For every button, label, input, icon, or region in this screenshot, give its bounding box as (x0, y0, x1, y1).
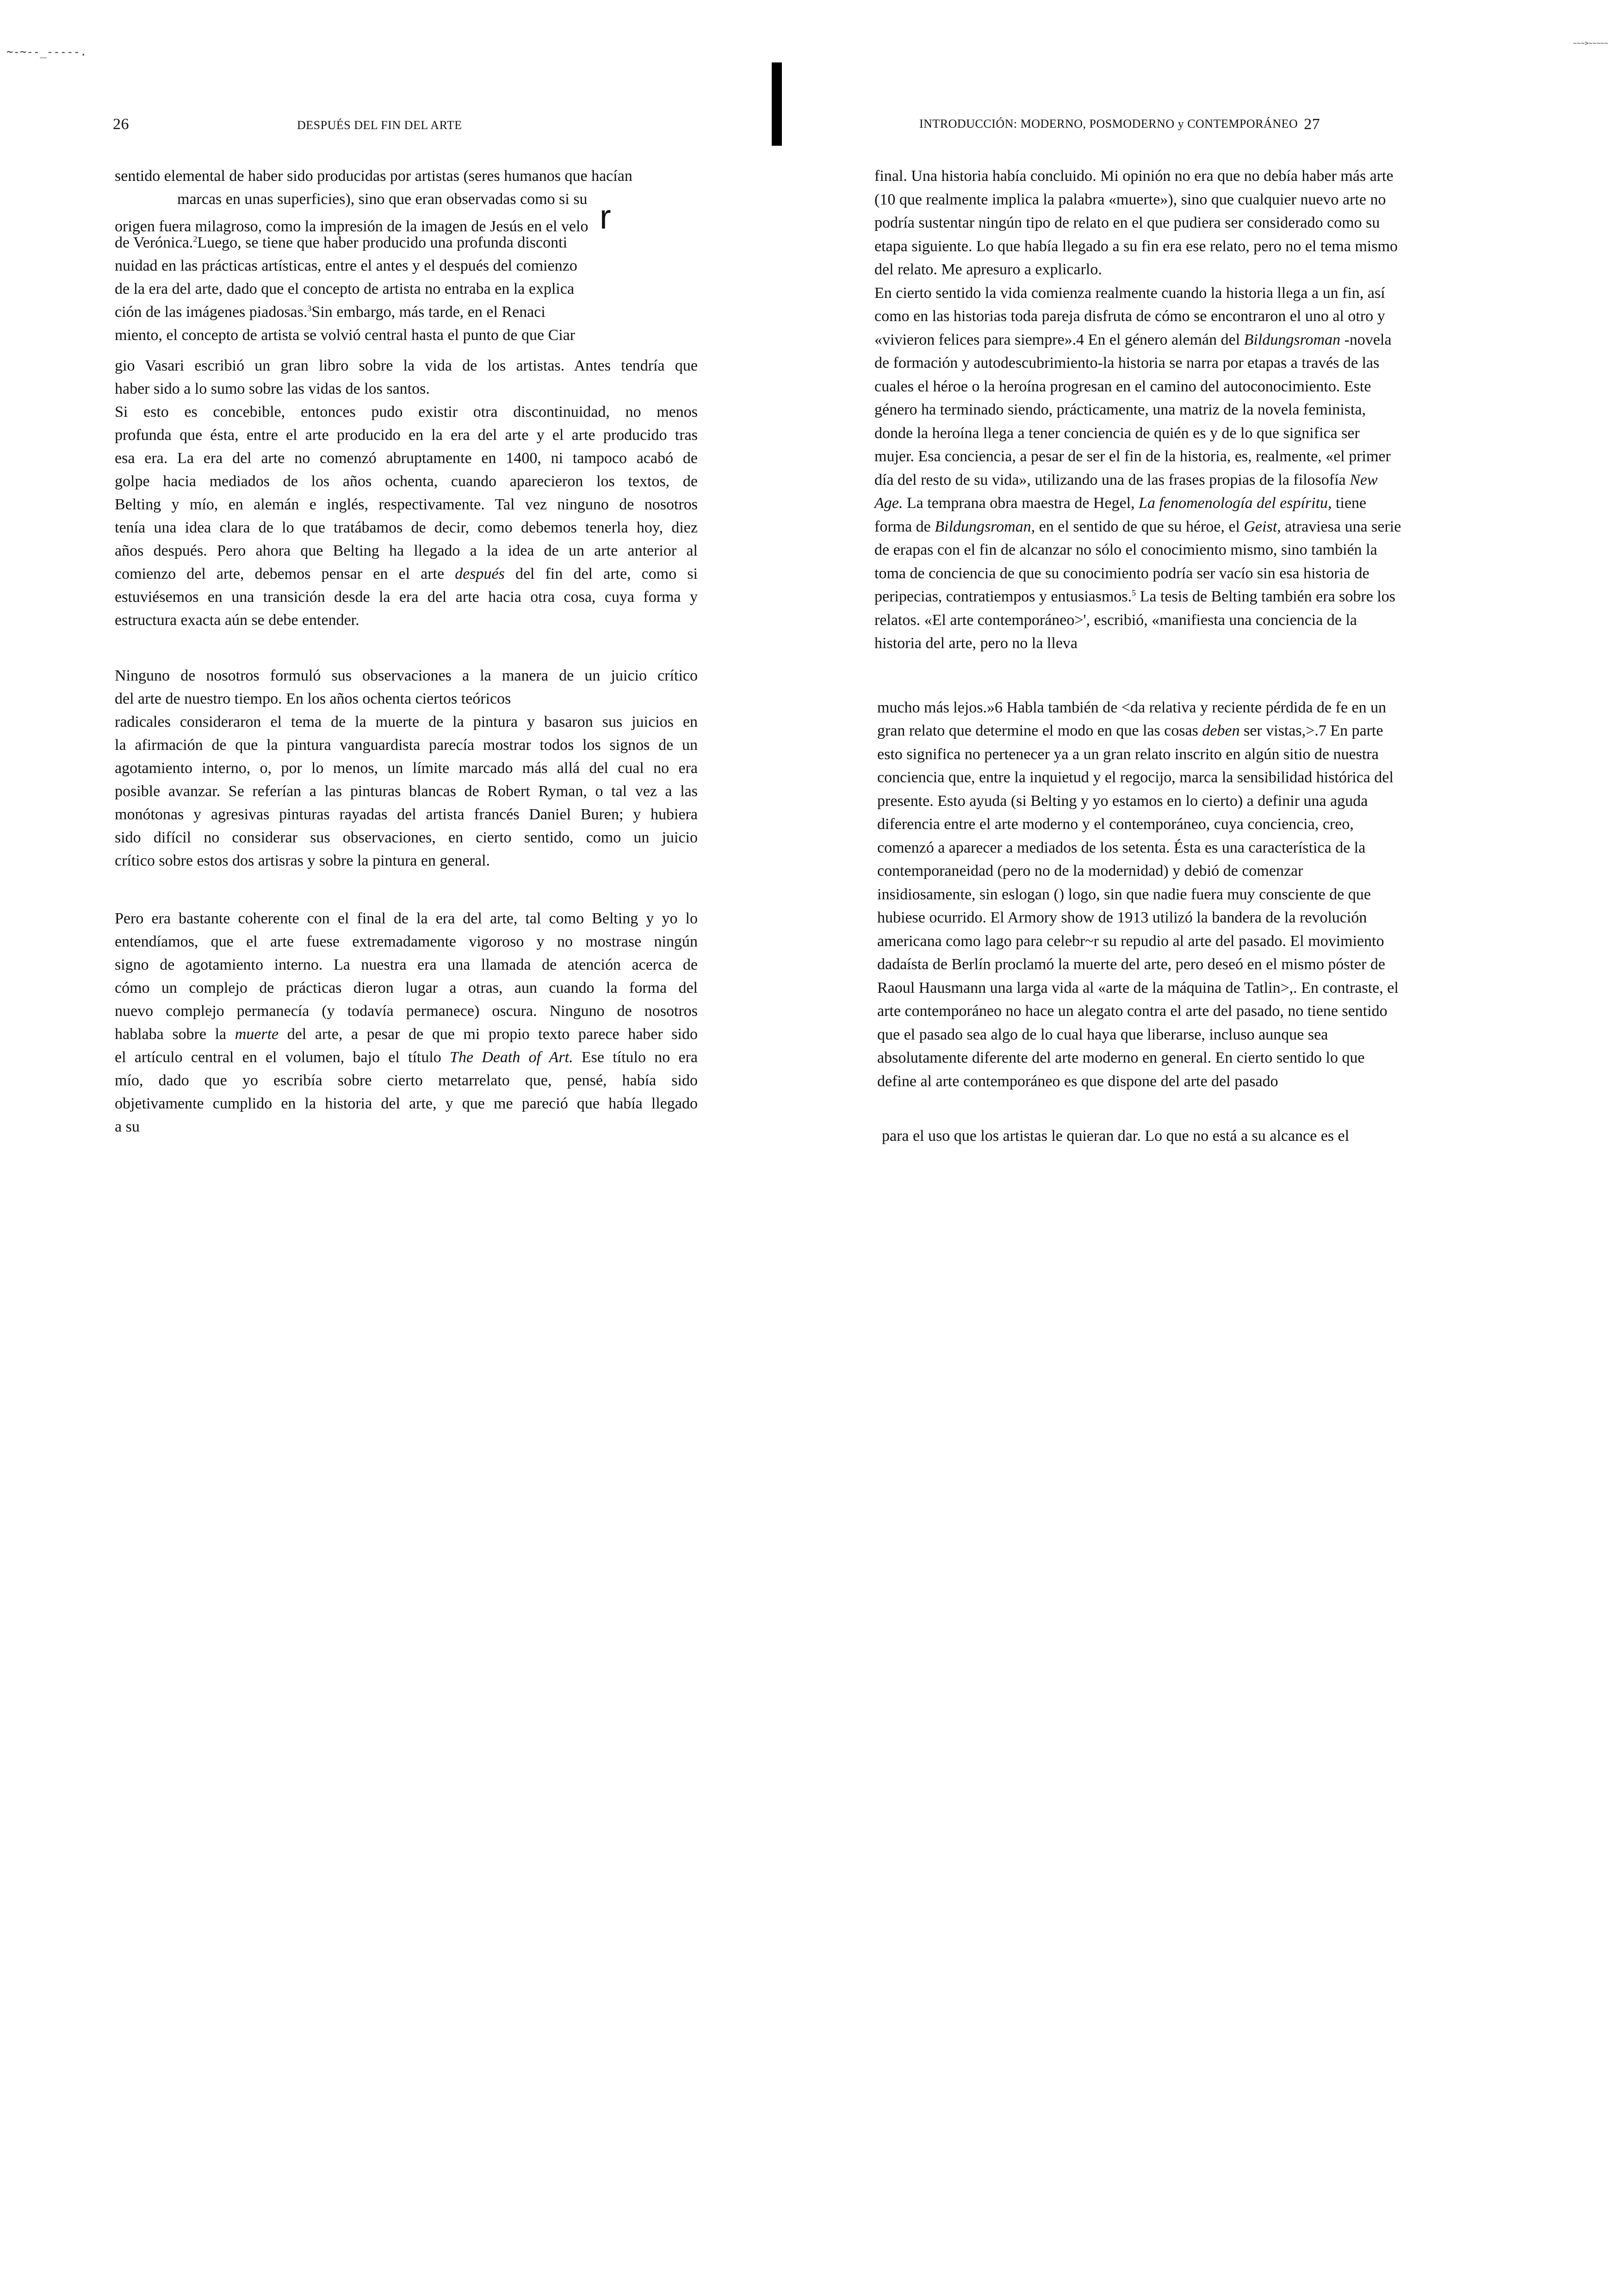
text-segment: La tesis de Belting también era sobre los (1136, 588, 1395, 605)
text-segment: gran relato que determine el modo en que las cosas (877, 722, 1202, 739)
italic-term: Bildungsroman, (935, 518, 1035, 535)
text-line (115, 301, 698, 324)
text-line: miento, el concepto de artista se volvió central hasta el punto de que Ciar (115, 327, 576, 344)
text-line: En cierto sentido la vida comienza realmente cuando la historia llega a un fin, así (874, 284, 1385, 302)
text-segment: en el sentido de que su héroe, el (1035, 518, 1244, 535)
text-line: donde la heroína llega a tener conciencia de quién es y de lo que significa ser (874, 424, 1360, 442)
text-line: historia del arte, pero no la lleva (874, 635, 1078, 652)
text-line: Si esto es concebible, entonces pudo existir otra discontinuidad, no menos (115, 403, 698, 421)
text-line: entendíamos, que el arte fuese extremadamente vigoroso y no mostrase ningún (115, 933, 698, 950)
text-line (874, 328, 1466, 352)
text-segment: ser vistas,>.7 En parte (1239, 722, 1383, 739)
left-page-header (113, 116, 462, 133)
text-line: de erapas con el fin de alcanzar no sólo el conocimiento mismo, sino también la (874, 541, 1377, 558)
text-line: final. Una historia había concluido. Mi opinión no era que no debía haber más arte (874, 167, 1394, 185)
text-segment: origen fuera milagroso, como la impresión de la imagen de Jesús en el velo (115, 218, 588, 235)
text-line: para el uso que los artistas le quieran dar. Lo que no está a su alcance es el (882, 1127, 1350, 1145)
text-line: cuales el héroe o la heroína progresan en el camino del autoconocimiento. Este (874, 378, 1371, 395)
text-line: relatos. «El arte contemporáneo>', escribió, «manifiesta una conciencia de la (874, 611, 1357, 629)
text-line: que el pasado sea algo de lo cual haya que liberarse, incluso aunque sea (877, 1026, 1328, 1043)
italic-term: Geist, (1244, 518, 1281, 535)
text-line: a su (115, 1118, 140, 1135)
text-line: Ninguno de nosotros formuló sus observaciones a la manera de un juicio crítico (115, 667, 698, 684)
text-line: cómo un complejo de prácticas dieron lugar a otras, aun cuando la forma del (115, 979, 698, 996)
text-segment: del arte, a pesar de que mi propio texto parece haber sido (279, 1026, 698, 1043)
page-number: 27 (1304, 116, 1320, 133)
text-line: gio Vasari escribió un gran libro sobre la vida de los artistas. Antes tendría que (115, 357, 698, 374)
text-line: de formación y autodescubrimiento-la historia se narra por etapas a través de las (874, 354, 1380, 371)
text-line: estuviésemos en una transición desde la era del arte hacia otra cosa, cuya forma y (115, 588, 698, 606)
text-segment: el artículo central en el volumen, bajo el título (115, 1049, 450, 1066)
text-line: conciencia que, entre la inquietud y el regocijo, marca la sensibilidad histórica del (877, 769, 1394, 786)
italic-title: La fenomenología del espíritu, (1139, 495, 1332, 512)
right-page-body (874, 165, 1466, 1148)
footnote-marker: 5 (1132, 588, 1136, 598)
scan-mark-top-right: ~~~>~~~~~ (1573, 40, 1608, 47)
left-page-body (115, 165, 698, 1139)
text-line: años después. Pero ahora que Belting ha llegado a la idea de un arte anterior al (115, 542, 698, 559)
italic-term: Age. (874, 495, 903, 512)
footnote-marker: 2 (193, 234, 198, 244)
text-line: comenzó a aparecer a mediados de los setenta. Ésta es una característica de la (877, 839, 1366, 856)
text-segment: tiene (1332, 495, 1367, 512)
text-line: nuidad en las prácticas artísticas, entre el antes y el después del comienzo (115, 257, 577, 274)
text-line: etapa siguiente. Lo que había llegado a su fin era ese relato, pero no el tema mismo (874, 237, 1398, 255)
text-line: Belting y mío, en alemán e inglés, respectivamente. Tal vez ninguno de nosotros (115, 496, 698, 513)
text-segment: forma de (874, 518, 935, 535)
text-line: de la era del arte, dado que el concepto de artista no entraba en la explica (115, 280, 575, 297)
text-line: diferencia entre el arte moderno y el contemporáneo, cuya conciencia, creo, (877, 816, 1354, 833)
text-line: podría sustentar ningún tipo de relato en el que pudiera ser considerado como su (874, 214, 1380, 231)
text-segment: La temprana obra maestra de Hegel, (903, 495, 1139, 512)
text-line (877, 719, 1466, 743)
text-segment: hablaba sobre la (115, 1026, 235, 1043)
text-line: del arte de nuestro tiempo. En los años ochenta ciertos teóricos (115, 690, 511, 707)
text-line: toma de conciencia de que su conocimiento podría ser vacío sin esa historia de (874, 564, 1369, 582)
text-line: esa era. La era del arte no comenzó abruptamente en 1400, ni tampoco acabó de (115, 450, 698, 467)
text-line: nuevo complejo permanecía (y todavía permanece) oscura. Ninguno de nosotros (115, 1003, 698, 1020)
text-line (115, 563, 698, 586)
footnote-marker: 3 (307, 303, 312, 313)
text-line: esto significa no pertenecer ya a un gran relato inscrito en algún sitio de nuestra (877, 745, 1379, 763)
running-head: INTRODUCCIÓN: MODERNO, POSMODERNO y CONTEMPORÁNEO (919, 117, 1298, 130)
italic-term: muerte (235, 1026, 279, 1043)
text-segment: «vivieron felices para siempre».4 En el género alemán del (874, 331, 1244, 348)
text-line: radicales consideraron el tema de la muerte de la pintura y basaron sus juicios en (115, 713, 698, 730)
text-line: del relato. Me apresuro a explicarlo. (874, 261, 1102, 278)
text-line: género ha terminado siendo, prácticamente, una matriz de la novela feminista, (874, 401, 1366, 418)
text-line: absolutamente diferente del arte moderno en general. En cierto sentido lo que (877, 1049, 1365, 1066)
text-line: monótonas y agresivas pinturas rayadas del artista francés Daniel Buren; y hubiera (115, 806, 698, 823)
text-segment: peripecias, contratiempos y entusiasmos. (874, 588, 1132, 605)
text-line: como en las historias toda pareja disfruta de cómo se encontraron el uno al otro y (874, 308, 1385, 325)
scan-mark-top-left: ~-~--_-----. (6, 45, 87, 58)
text-line (874, 515, 1466, 539)
text-line: arte contemporáneo no hace un alegato contra el arte del pasado, no tiene sentido (877, 1003, 1388, 1020)
text-line: tenía una idea clara de lo que tratábamos de decir, como debemos tenerla hoy, diez (115, 519, 698, 536)
italic-term: New (1350, 471, 1378, 489)
italic-term: después (455, 565, 505, 582)
page-number: 26 (113, 116, 129, 133)
italic-term: deben (1202, 722, 1240, 739)
text-line: estructura exacta aún se debe entender. (115, 612, 359, 629)
text-segment: ción de las imágenes piadosas. (115, 303, 308, 321)
italic-term: Bildungsroman (1244, 331, 1341, 348)
text-line: profunda que ésta, entre el arte producido en la era del arte y el arte producido tras (115, 427, 698, 444)
text-line: contemporaneidad (pero no de la modernidad) y debió de comenzar (877, 862, 1303, 879)
text-line: signo de agotamiento interno. La nuestra era una llamada de atención acerca de (115, 956, 698, 973)
text-line: agotamiento interno, o, por lo menos, un límite marcado más allá del cual no era (115, 760, 698, 777)
paragraph (874, 696, 1466, 1094)
text-line (115, 1023, 698, 1046)
text-line: presente. Esto ayuda (si Belting y yo estamos en lo cierto) a definir una aguda (877, 792, 1368, 810)
text-line (874, 492, 1466, 515)
text-line: sentido elemental de haber sido producidas por artistas (seres humanos que hacían (115, 167, 632, 185)
text-segment: comienzo del arte, debemos pensar en el arte (115, 565, 455, 582)
text-line: crítico sobre estos dos artisras y sobre la pintura en general. (115, 852, 490, 869)
text-line: posible avanzar. Se referían a las pinturas blancas de Robert Ryman, o tal vez a las (115, 783, 698, 800)
text-line: mío, dado que yo escribía sobre cierto metarrelato que, pensé, había sido (115, 1072, 698, 1089)
text-line: Pero era bastante coherente con el final de la era del arte, tal como Belting y yo lo (115, 910, 698, 927)
text-line: sido difícil no considerar sus observaciones, en cierto sentido, como un juicio (115, 829, 698, 846)
text-line: mucho más lejos.»6 Habla también de <da relativa y reciente pérdida de fe en un (877, 699, 1387, 716)
text-line: golpe hacia mediados de los años ochenta, cuando aparecieron los textos, de (115, 473, 698, 490)
text-segment: Luego, se tiene que haber producido una profunda disconti (197, 234, 568, 251)
text-line: marcas en unas superficies), sino que eran observadas como si su (177, 191, 588, 208)
text-line: objetivamente cumplido en la historia del arte, y que me pareció que había llegado (115, 1095, 698, 1112)
running-head: DESPUÉS DEL FIN DEL ARTE (297, 118, 462, 132)
text-segment: de Verónica. (115, 234, 193, 251)
text-line: Raoul Hausmann una larga vida al «arte de la máquina de Tatlin>,. En contraste, el (877, 979, 1399, 996)
text-line: americana como lago para celebr~r su repudio al arte del pasado. El movimiento (877, 932, 1384, 950)
text-line: define al arte contemporáneo es que dispone del arte del pasado (877, 1072, 1278, 1090)
text-line (115, 1046, 698, 1069)
text-segment: del fin del arte, como si (504, 565, 698, 582)
text-line (874, 585, 1466, 609)
text-segment: atraviesa una serie (1281, 518, 1401, 535)
text-line: hubiese ocurrido. El Armory show de 1913 utilizó la bandera de la revolución (877, 909, 1367, 926)
italic-title: The Death of Art. (450, 1049, 573, 1066)
right-page-header (919, 116, 1320, 133)
text-line: haber sido a lo sumo sobre las vidas de los santos. (115, 380, 430, 397)
text-segment: día del resto de su vida», utilizando una de las frases propias de la filosofía (874, 471, 1350, 489)
text-segment: -novela (1340, 331, 1392, 348)
text-line: insidiosamente, sin eslogan () logo, sin que nadie fuera muy consciente de que (877, 885, 1371, 903)
text-line: (10 que realmente implica la palabra «muerte»), sino que cualquier nuevo arte no (874, 191, 1386, 208)
text-line: dadaísta de Berlín proclamó la muerte del arte, pero deseó en el mismo póster de (877, 956, 1385, 973)
text-segment: Ese título no era (573, 1049, 698, 1066)
text-line (874, 469, 1466, 492)
text-line: la afirmación de que la pintura vanguardista parecía mostrar todos los signos de un (115, 736, 698, 754)
gutter-bar (772, 62, 782, 146)
text-line: mujer. Esa conciencia, a pesar de ser el fin de la historia, es, realmente, «el primer (874, 448, 1391, 465)
stray-glyph: r (599, 198, 611, 236)
text-segment: Sin embargo, más tarde, en el Renaci (311, 303, 545, 321)
